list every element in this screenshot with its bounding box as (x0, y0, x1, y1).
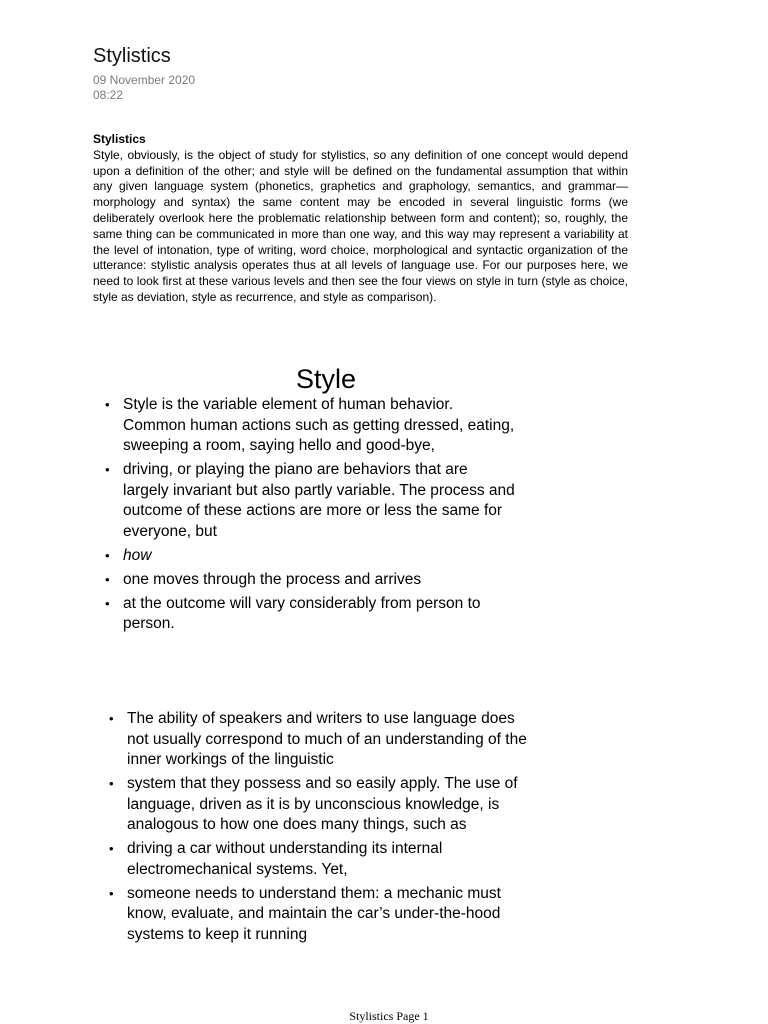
bullet-item (105, 570, 517, 591)
bullet-item (109, 709, 533, 771)
page-title: Stylistics (93, 45, 171, 67)
bullet-icon: • (105, 547, 110, 563)
bullet-text: system that they possess and so easily apply. The use of language, driven as it is by unconscious knowledge, is analogous to how one does many things, such as (127, 775, 518, 833)
bullet-icon: • (109, 841, 114, 856)
bullet-item (105, 546, 517, 567)
note-body: Style, obviously, is the object of study for stylistics, so any definition of one concept would depend upon a definition of the other; and style will be defined on the fundamental assumption that within any given language system (phonetics, graphetics and graphology, semantics, and grammar—morphology and syntax) the same content may be encoded in several linguistic forms (we deliberately overlook here the problematic relationship between form and content); so, roughly, the same thing can be communicated in more than one way, and this way may represent a variability at the level of intonation, type of writing, word choice, morphological and syntactic organization of the utterance: stylistic analysis operates thus at all levels of language use. For our purposes here, we need to look first at these various levels and then see the four views on style in turn (style as choice, style as deviation, style as recurrence, and style as comparison). (93, 147, 628, 304)
bullet-text: The ability of speakers and writers to use language does not usually correspond to much of an understanding of the inner workings of the linguistic (127, 710, 527, 768)
bullet-icon: • (105, 462, 110, 477)
bullet-text: one moves through the process and arrives (123, 570, 422, 588)
bullet-list-style (105, 395, 517, 638)
bullet-text: at the outcome will vary considerably from person to person. (123, 594, 481, 632)
bullet-text: how (123, 546, 152, 564)
page-time: 08:22 (93, 88, 124, 102)
bullet-list-language (109, 709, 533, 949)
bullet-icon: • (109, 711, 114, 726)
bullet-icon: • (105, 397, 110, 412)
bullet-icon: • (109, 776, 114, 791)
note-heading: Stylistics (93, 132, 146, 146)
bullet-item (105, 594, 517, 635)
page-date: 09 November 2020 (93, 73, 196, 87)
bullet-icon: • (105, 595, 110, 611)
note-block (93, 132, 628, 306)
bullet-icon: • (105, 571, 110, 587)
bullet-text: someone needs to understand them: a mechanic must know, evaluate, and maintain the car’s under-the-hood systems to keep it running (127, 884, 501, 943)
slide-title: Style (296, 364, 357, 394)
bullet-item (109, 774, 533, 836)
bullet-text: Style is the variable element of human behavior. Common human actions such as getting dressed, eating, sweeping a room, saying hello and good-bye, (123, 396, 515, 454)
bullet-item (105, 395, 517, 457)
bullet-item (109, 884, 533, 946)
bullet-item (109, 839, 533, 880)
bullet-icon: • (109, 885, 114, 901)
page-footer: Stylistics Page 1 (349, 1009, 429, 1023)
bullet-item (105, 460, 517, 542)
bullet-text: driving a car without understanding its internal electromechanical systems. Yet, (127, 840, 443, 878)
bullet-text: driving, or playing the piano are behaviors that are largely invariant but also partly variable. The process and outcome of these actions are more or less the same for everyone, but (123, 461, 515, 540)
page-metadata (93, 73, 195, 103)
